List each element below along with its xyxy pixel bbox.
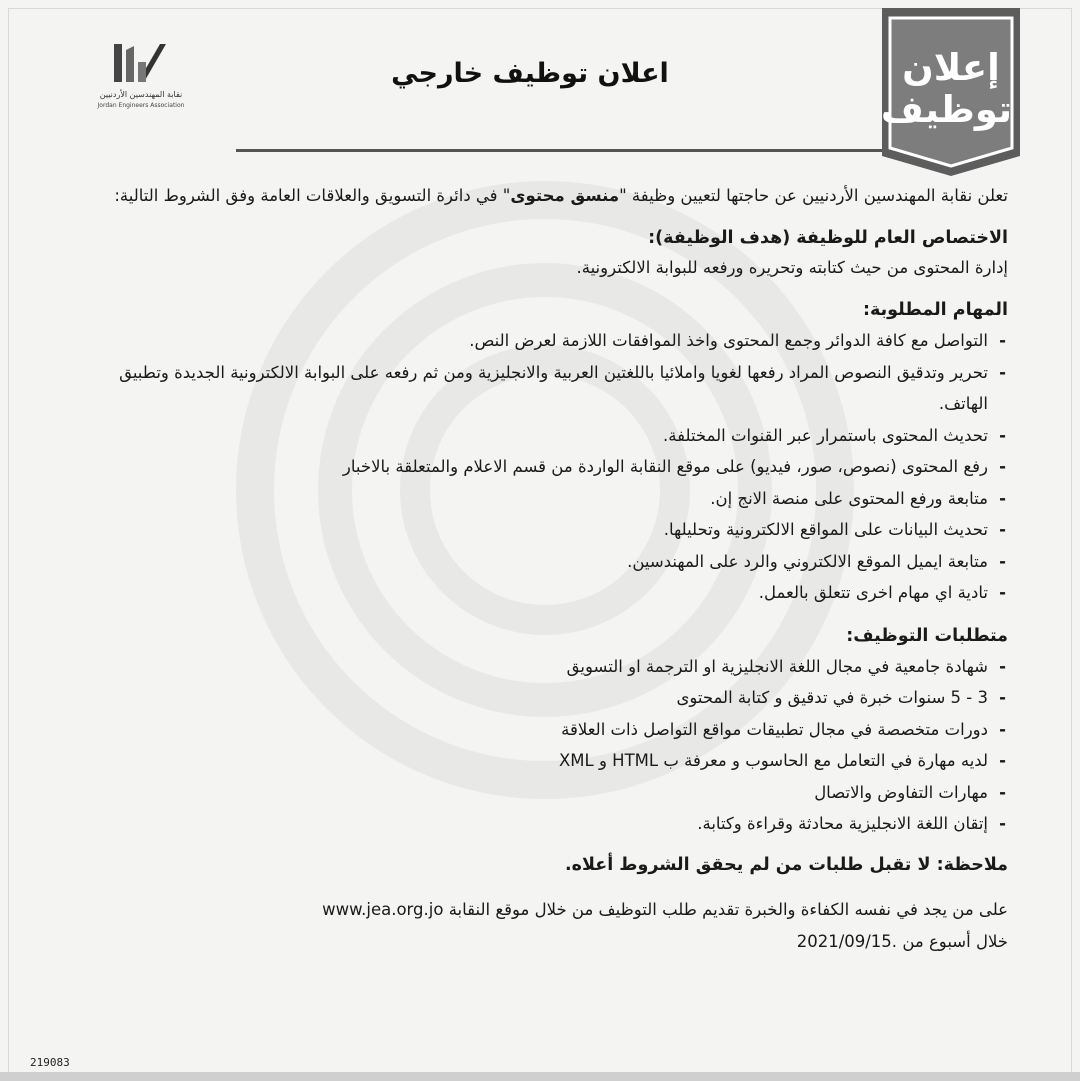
bottom-edge-bar [0,1072,1080,1081]
badge-text-line1: إعلان [902,46,1000,89]
intro-text-before: تعلن نقابة المهندسين الأردنيين عن حاجتها لتعيين وظيفة " [619,186,1008,205]
job-ad-badge [876,8,1026,176]
objective-text: إدارة المحتوى من حيث كتابته وتحريره ورفعه للبوابة الالكترونية. [576,258,1008,277]
list-item: - مهارات التفاوض والاتصال [70,777,1008,809]
jea-emblem-icon [110,40,166,86]
list-item: - رفع المحتوى (نصوص، صور، فيديو) على موقع النقابة الواردة من قسم الاعلام والمتعلقة بالاخبار [70,451,1008,483]
tasks-heading: المهام المطلوبة: [863,300,1008,320]
list-item: - إتقان اللغة الانجليزية محادثة وقراءة وكتابة. [70,808,1008,840]
list-item: - شهادة جامعية في مجال اللغة الانجليزية او الترجمة او التسويق [70,651,1008,683]
deadline-date: 2021/09/15. [796,931,898,951]
list-item: - تادية اي مهام اخرى تتعلق بالعمل. [70,577,1008,609]
note-text: ملاحظة: لا تقبل طلبات من لم يحقق الشروط أعلاه. [565,854,1008,875]
list-item: - دورات متخصصة في مجال تطبيقات مواقع التواصل ذات العلاقة [70,714,1008,746]
intro-paragraph [70,180,1008,211]
list-item: - متابعة ايميل الموقع الالكتروني والرد على المهندسين. [70,546,1008,578]
list-item: - لديه مهارة في التعامل مع الحاسوب و معرفة ب HTML و XML [70,745,1008,777]
deadline-prefix: خلال أسبوع من [902,931,1008,951]
objective-heading: الاختصاص العام للوظيفة (هدف الوظيفة): [648,228,1008,248]
header-divider [236,149,884,152]
page-title: اعلان توظيف خارجي [391,58,669,89]
list-item: - تحديث المحتوى باستمرار عبر القنوات المختلفة. [70,420,1008,452]
closing-text: على من يجد في نفسه الكفاءة والخبرة تقديم طلب التوظيف من خلال موقع النقابة [448,899,1008,919]
closing-paragraph [70,894,1008,958]
job-title-highlight: منسق محتوى [510,186,620,205]
badge-text-line2: توظيف [880,88,1012,131]
requirements-heading: متطلبات التوظيف: [846,625,1008,646]
logo-name-arabic: نقابة المهندسين الأردنيين [99,90,183,99]
intro-text-after: " في دائرة التسويق والعلاقات العامة وفق الشروط التالية: [114,186,511,205]
requirements-list [70,651,1008,840]
list-item: - تحديث البيانات على المواقع الالكترونية وتحليلها. [70,514,1008,546]
list-item: - 3 - 5 سنوات خبرة في تدقيق و كتابة المحتوى [70,682,1008,714]
association-logo [82,40,200,120]
list-item: - تحرير وتدقيق النصوص المراد رفعها لغويا واملائيا باللغتين العربية والانجليزية ومن ثم رفعه على البوابة الالكترونية الجديدة وتطبيق الهاتف. [70,357,1008,420]
ad-body [70,180,1008,958]
website-link[interactable]: www.jea.org.jo [322,899,444,919]
ad-reference-number: 219083 [30,1056,70,1069]
list-item: - التواصل مع كافة الدوائر وجمع المحتوى واخذ الموافقات اللازمة لعرض النص. [70,325,1008,357]
list-item: - متابعة ورفع المحتوى على منصة الانج إن. [70,483,1008,515]
tasks-list [70,325,1008,609]
logo-name-english: Jordan Engineers Association [97,102,185,109]
